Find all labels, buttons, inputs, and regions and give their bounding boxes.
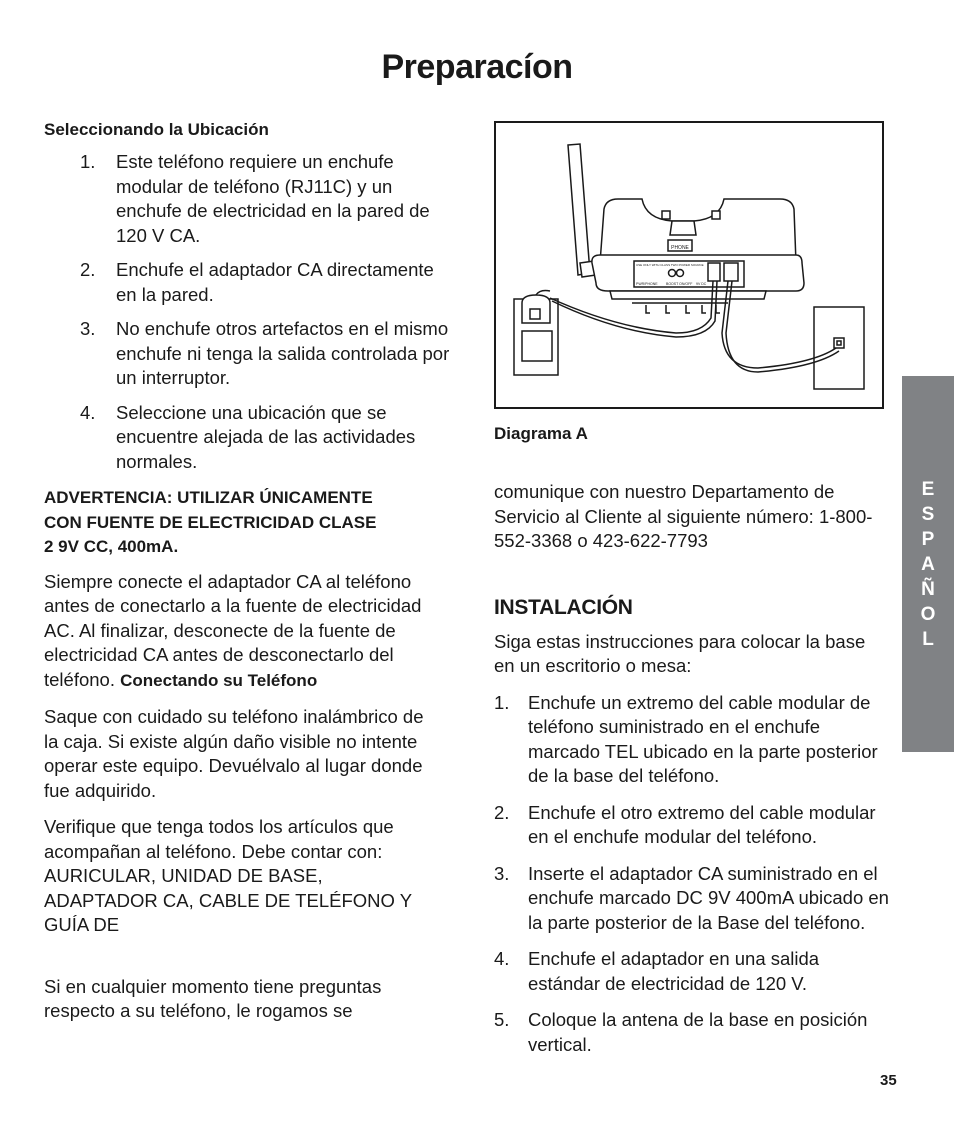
side-tab-letter: L xyxy=(922,628,934,650)
side-tab-letter: P xyxy=(921,528,935,550)
list-item: 1. Enchufe un extremo del cable modular de teléfono suministrado en el enchufe marcado TEL ubicado en la parte posterior de la base del teléfono. xyxy=(494,691,878,786)
label-warning: USE ONLY WITH CLASS TWO POWER SOURCE xyxy=(636,263,704,267)
list-item: 5. Coloque la antena de la base en posición vertical. xyxy=(494,1009,868,1055)
side-tab-letter: E xyxy=(921,478,935,500)
connecting-heading: Conectando su Teléfono xyxy=(120,670,318,690)
contact-paragraph: comunique con nuestro Departamento de Servicio al Cliente al siguiente número: 1-800-552-3368 o 423-622-7793 xyxy=(494,481,873,551)
diagram-a xyxy=(494,121,884,409)
page-number: 35 xyxy=(880,1072,897,1089)
antenna xyxy=(568,144,596,277)
list-item: 2. Enchufe el otro extremo del cable modular en el enchufe modular del teléfono. xyxy=(494,801,876,847)
language-side-tab xyxy=(902,376,954,752)
side-tab-letter: O xyxy=(920,603,936,625)
unpack-paragraph: Saque con cuidado su teléfono inalámbrico de la caja. Si existe algún daño visible no intente operar este equipo. Devuélvalo al lugar donde fue adquirido. xyxy=(44,706,424,801)
list-item: 3. Inserte el adaptador CA suministrado en el enchufe marcado DC 9V 400mA ubicado en la parte posterior de la Base del teléfono. xyxy=(494,862,889,933)
page-title: Preparacíon xyxy=(381,48,573,86)
label-dc: 9V DC xyxy=(696,282,707,286)
list-item: 3. No enchufe otros artefactos en el mismo enchufe ni tenga la salida controlada por un interruptor. xyxy=(80,318,450,388)
side-tab-letter: Ñ xyxy=(921,578,935,600)
install-intro: Siga estas instrucciones para colocar la base en un escritorio o mesa: xyxy=(494,630,866,676)
diagram-illustration xyxy=(496,123,882,407)
list-item: 4. Enchufe el adaptador en una salida estándar de electricidad de 120 V. xyxy=(494,948,820,994)
phone-jack xyxy=(814,307,864,389)
location-heading: Seleccionando la Ubicación xyxy=(44,120,269,139)
adapter-paragraph: Siempre conecte el adaptador CA al teléfono antes de conectarlo a la fuente de electricidad AC. Al finalizar, desconecte de la fuente de electricidad CA antes de desconectarlo del teléfono. Conectando su Teléfono xyxy=(44,570,422,690)
install-heading: INSTALACIÓN xyxy=(494,595,633,619)
power-outlet xyxy=(514,291,558,376)
diagram-caption: Diagrama A xyxy=(494,424,588,443)
location-list xyxy=(44,150,454,474)
right-column xyxy=(494,480,894,1057)
verify-paragraph: Verifique que tenga todos los artículos que acompañan al teléfono. Debe contar con: AURICULAR, UNIDAD DE BASE, ADAPTADOR CA, CABLE DE TELÉFONO Y GUÍA DE xyxy=(44,816,412,935)
list-item: 1. Este teléfono requiere un enchufe modular de teléfono (RJ11C) y un enchufe de electricidad en la pared de 120 V CA. xyxy=(80,151,430,246)
label-power: PWR/PHONE xyxy=(636,282,658,286)
list-item: 2. Enchufe el adaptador CA directamente en la pared. xyxy=(80,259,434,305)
label-boost: BOOST ON/OFF xyxy=(666,282,693,286)
left-column xyxy=(44,118,454,1024)
base-unit xyxy=(592,199,804,313)
label-brand: PHONE xyxy=(671,245,689,251)
questions-paragraph: Si en cualquier momento tiene preguntas respecto a su teléfono, le rogamos se xyxy=(44,975,382,1021)
side-tab-letter: A xyxy=(921,553,935,575)
warning-text: ADVERTENCIA: UTILIZAR ÚNICAMENTE CON FUENTE DE ELECTRICIDAD CLASE 2 9V CC, 400mA. xyxy=(44,488,377,556)
side-tab-letter: S xyxy=(921,503,935,525)
install-list xyxy=(494,691,894,1058)
list-item: 4. Seleccione una ubicación que se encuentre alejada de las actividades normales. xyxy=(80,401,416,472)
